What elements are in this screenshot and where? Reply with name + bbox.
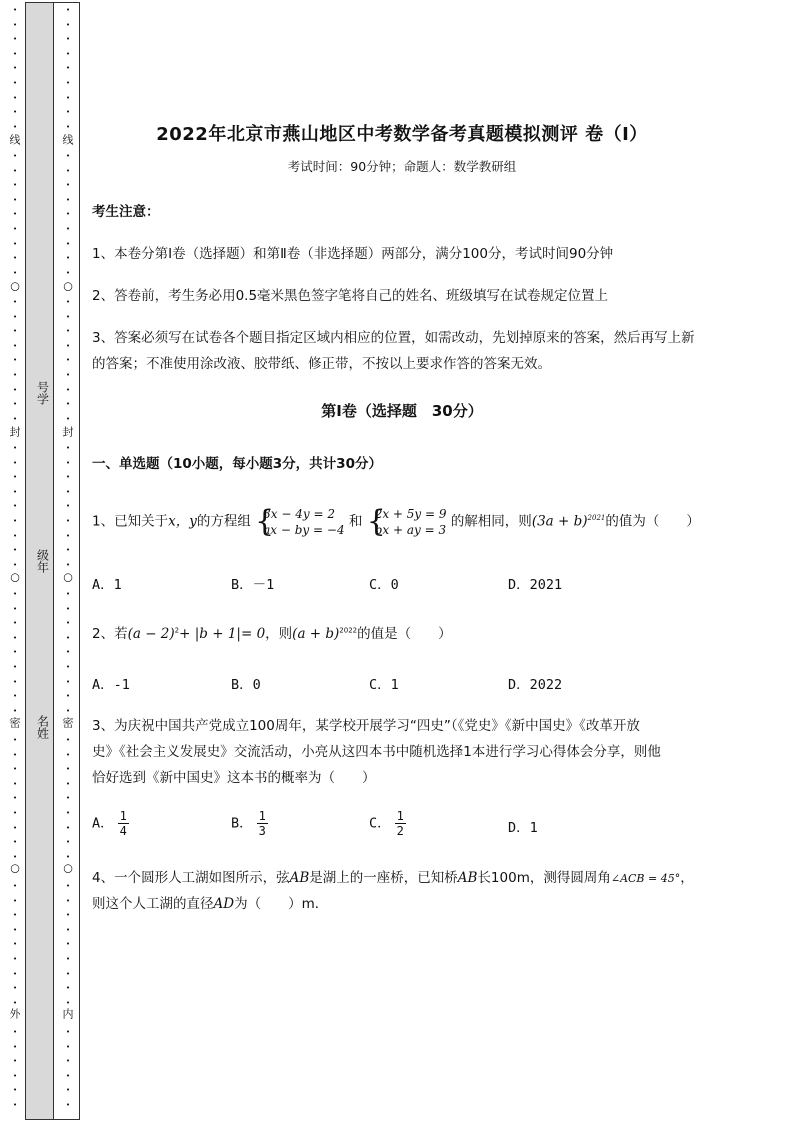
binding-dot: · [13, 645, 17, 659]
binding-dot: · [13, 587, 17, 601]
exam-page [82, 0, 794, 1123]
q3-option-d: D．1 [508, 820, 538, 836]
q3-option-c-label: C． [369, 815, 391, 832]
binding-dot: · [13, 1040, 17, 1054]
binding-dot: · [13, 207, 17, 221]
binding-dot: · [66, 558, 70, 572]
binding-dot: · [66, 266, 70, 280]
binding-dot: · [66, 105, 70, 119]
binding-dot: · [66, 368, 70, 382]
binding-dot: · [13, 762, 17, 776]
binding-dot: · [66, 207, 70, 221]
binding-dot: · [13, 178, 17, 192]
q1-text: 的方程组 [196, 513, 251, 530]
q1-option-a: A．1 [92, 577, 122, 593]
notice-heading: 考生注意： [92, 204, 160, 220]
notice-item-3: 3、答案必须写在试卷各个题目指定区域内相应的位置，如需改动，先划掉原来的答案，然后再写上新 [92, 330, 695, 346]
binding-dot: · [13, 529, 17, 543]
page-title: 2022年北京市燕山地区中考数学备考真题模拟测评 卷（Ⅰ） [156, 124, 648, 145]
binding-dot: · [66, 689, 70, 703]
binding-dot: · [66, 251, 70, 265]
q2-expr-1: (a − 2) [127, 626, 175, 642]
binding-dot: · [66, 850, 70, 864]
q4-ab-2: AB [457, 870, 478, 886]
binding-dot: · [66, 383, 70, 397]
q4-text-a: 4、一个圆形人工湖如图所示，弦 [92, 870, 290, 886]
binding-dot: · [66, 18, 70, 32]
binding-dot: · [66, 529, 70, 543]
binding-dot: · [13, 952, 17, 966]
binding-dot: · [13, 149, 17, 163]
binding-marker: ○ [63, 279, 73, 293]
binding-dot: · [13, 704, 17, 718]
binding-dot: · [13, 368, 17, 382]
binding-dot: · [13, 1098, 17, 1112]
fraction-numerator: 1 [119, 809, 127, 823]
binding-dot: · [66, 412, 70, 426]
binding-dot: · [13, 456, 17, 470]
binding-dot: · [13, 237, 17, 251]
binding-dot: · [13, 105, 17, 119]
binding-dot: · [66, 32, 70, 46]
binding-marker: 封 [9, 425, 21, 439]
q1-sys1-eq2: ax − by = −4 [263, 522, 345, 537]
binding-dot: · [66, 587, 70, 601]
binding-dot: · [13, 76, 17, 90]
binding-marker: 线 [9, 133, 21, 147]
binding-dot: · [66, 441, 70, 455]
fraction-numerator: 1 [258, 809, 266, 823]
binding-dot: · [13, 777, 17, 791]
q1-option-c: C．0 [369, 577, 399, 593]
binding-dot: · [66, 470, 70, 484]
binding-dot: · [13, 689, 17, 703]
q1-option-b: B．－1 [231, 577, 275, 593]
binding-dot: · [66, 397, 70, 411]
binding-dot: · [13, 91, 17, 105]
binding-dot: · [13, 543, 17, 557]
q1-exponent: 2021 [587, 514, 606, 522]
binding-marker: ○ [63, 570, 73, 584]
fraction-denominator: 3 [258, 824, 266, 838]
question-3-line-3: 恰好选到《新中国史》这本书的概率为（ ） [92, 770, 376, 786]
q3-option-a [92, 809, 129, 838]
q2-prefix: 2、若 [92, 626, 128, 642]
binding-dot: · [13, 616, 17, 630]
binding-dot: · [66, 339, 70, 353]
binding-dot: · [13, 32, 17, 46]
q1-sys1-eq1: 3x − 4y = 2 [263, 506, 335, 521]
q1-vars: x，y [168, 513, 197, 530]
binding-dot: · [13, 806, 17, 820]
question-4-line-1 [92, 866, 694, 886]
notice-item-1: 1、本卷分第I卷（选择题）和第Ⅱ卷（非选择题）两部分，满分100分，考试时间90分钟 [92, 246, 614, 262]
binding-marker: ○ [63, 861, 73, 875]
binding-dot: · [13, 879, 17, 893]
binding-marker: 线 [62, 133, 74, 147]
binding-dot: · [13, 675, 17, 689]
binding-dot: · [13, 996, 17, 1010]
binding-dot: · [13, 266, 17, 280]
q1-system-2: { 2x + 5y = 9 bx + ay = 3 [366, 503, 447, 539]
binding-dot: · [66, 894, 70, 908]
q3-option-c-fraction [395, 809, 406, 838]
binding-dot: · [13, 1083, 17, 1097]
q1-prefix: 1、已知关于 [92, 513, 169, 530]
q1-text-2: 的解相同，则 [450, 513, 532, 530]
binding-marker: ○ [10, 570, 20, 584]
binding-dot: · [66, 91, 70, 105]
part-title: 一、单选题（10小题，每小题3分，共计30分） [92, 456, 382, 472]
q4-text-e: 则这个人工湖的直径 [92, 896, 214, 912]
question-1 [92, 500, 700, 540]
binding-dot: · [13, 937, 17, 951]
binding-dot: · [66, 178, 70, 192]
binding-dot: · [13, 412, 17, 426]
q2-option-a: A．-1 [92, 677, 130, 693]
binding-dot: · [13, 791, 17, 805]
q1-and: 和 [348, 513, 363, 530]
binding-dot: · [66, 777, 70, 791]
binding-dot: · [66, 222, 70, 236]
q2-option-c: C．1 [369, 677, 399, 693]
binding-dot: · [66, 499, 70, 513]
binding-dot: · [13, 47, 17, 61]
q2-option-b: B．0 [231, 677, 261, 693]
binding-dot: · [66, 835, 70, 849]
section-title: 第I卷（选择题 30分） [321, 402, 483, 420]
binding-marker: 外 [9, 1007, 21, 1021]
q2-option-d: D．2022 [508, 677, 563, 693]
q2-exp-2: 2022 [339, 626, 358, 635]
binding-dot: · [13, 120, 17, 134]
binding-dot: · [66, 164, 70, 178]
binding-dot: · [13, 295, 17, 309]
binding-marker: ○ [10, 279, 20, 293]
binding-dot: · [13, 850, 17, 864]
binding-dot: · [66, 996, 70, 1010]
binding-dot: · [66, 353, 70, 367]
q2-suffix: 的值是（ ） [357, 626, 452, 642]
binding-dot: · [13, 1054, 17, 1068]
binding-dot: · [13, 558, 17, 572]
binding-dot: · [13, 193, 17, 207]
binding-dot: · [13, 499, 17, 513]
binding-dot: · [66, 47, 70, 61]
q1-option-d: D．2021 [508, 577, 563, 593]
binding-dot: · [66, 762, 70, 776]
binding-dot: · [13, 908, 17, 922]
q2-exp-1: 2 [174, 626, 180, 635]
binding-dot: · [66, 324, 70, 338]
q3-option-a-label: A． [92, 815, 114, 832]
binding-dot: · [66, 543, 70, 557]
binding-dot: · [66, 310, 70, 324]
binding-dot: · [66, 485, 70, 499]
binding-dot: · [66, 733, 70, 747]
field-grade: 级年 [35, 549, 50, 573]
binding-dot: · [13, 894, 17, 908]
binding-dot: · [13, 1025, 17, 1039]
binding-dot: · [66, 704, 70, 718]
q4-angle: ∠ACB = 45° [610, 872, 681, 885]
binding-dot: · [13, 821, 17, 835]
q1-sys2-eq2: bx + ay = 3 [374, 522, 447, 537]
q3-option-b-fraction [257, 809, 268, 838]
binding-dot: · [13, 967, 17, 981]
field-student-number: 号学 [35, 381, 50, 405]
q4-ab-1: AB [289, 870, 310, 886]
binding-dot: · [66, 952, 70, 966]
question-3-line-1: 3、为庆祝中国共产党成立100周年，某学校开展学习“四史”（《党史》《新中国史》《改革开放 [92, 718, 640, 734]
binding-dot: · [13, 748, 17, 762]
binding-marker: ○ [10, 861, 20, 875]
binding-dot: · [13, 981, 17, 995]
binding-dot: · [66, 821, 70, 835]
binding-dot: · [13, 251, 17, 265]
q1-system-1: { 3x − 4y = 2 ax − by = −4 [255, 503, 345, 539]
binding-dot: · [66, 967, 70, 981]
binding-dot: · [66, 1083, 70, 1097]
binding-dot: · [66, 791, 70, 805]
binding-dot: · [13, 397, 17, 411]
q1-expression: (3a + b) [531, 513, 588, 530]
binding-dot: · [13, 164, 17, 178]
binding-marker: 内 [62, 1007, 74, 1021]
q4-ad: AD [213, 896, 235, 912]
binding-dot: · [13, 353, 17, 367]
q1-sys2-eq1: 2x + 5y = 9 [374, 506, 447, 521]
binding-dot: · [66, 1054, 70, 1068]
binding-dot: · [66, 806, 70, 820]
binding-dot: · [13, 602, 17, 616]
binding-dot: · [13, 470, 17, 484]
q4-text-f: 为（ ）m． [234, 896, 329, 912]
binding-dot: · [66, 120, 70, 134]
binding-dot: · [66, 660, 70, 674]
binding-dot: · [66, 1025, 70, 1039]
binding-marker: 密 [9, 716, 21, 730]
q3-option-c [369, 809, 406, 838]
binding-marker: 封 [62, 425, 74, 439]
q3-option-b [231, 809, 268, 838]
binding-dot: · [66, 748, 70, 762]
binding-dot: · [13, 1069, 17, 1083]
binding-dot: · [13, 61, 17, 75]
binding-dot: · [66, 76, 70, 90]
binding-dot: · [13, 222, 17, 236]
q4-text-c: 长100m，测得圆周角 [477, 870, 611, 886]
notice-item-2: 2、答卷前，考生务必用0.5毫米黑色签字笔将自己的姓名、班级填写在试卷规定位置上 [92, 288, 609, 304]
binding-dot: · [66, 295, 70, 309]
binding-dot: · [66, 631, 70, 645]
binding-dot: · [13, 3, 17, 17]
binding-dot: · [66, 456, 70, 470]
field-name: 名姓 [35, 715, 50, 739]
binding-dot: · [66, 1098, 70, 1112]
binding-dot: · [66, 193, 70, 207]
binding-dot: · [66, 981, 70, 995]
binding-dot: · [66, 937, 70, 951]
binding-dot: · [13, 514, 17, 528]
binding-dot: · [13, 383, 17, 397]
binding-dot: · [13, 733, 17, 747]
binding-strip [0, 0, 82, 1123]
binding-dot: · [13, 18, 17, 32]
binding-dot: · [66, 1069, 70, 1083]
fraction-denominator: 2 [396, 824, 404, 838]
binding-dot: · [13, 835, 17, 849]
binding-dot: · [66, 645, 70, 659]
question-2 [92, 622, 452, 642]
binding-dot: · [66, 61, 70, 75]
question-3-line-2: 史》《社会主义发展史》交流活动，小亮从这四本书中随机选择1本进行学习心得体会分享，则他 [92, 744, 661, 760]
binding-dot: · [13, 339, 17, 353]
q1-suffix: 的值为（ ） [605, 513, 700, 530]
binding-dot: · [13, 485, 17, 499]
q3-option-a-fraction [118, 809, 129, 838]
binding-dot: · [13, 660, 17, 674]
binding-dot: · [66, 616, 70, 630]
binding-dot: · [66, 602, 70, 616]
page-subtitle: 考试时间：90分钟；命题人：数学教研组 [287, 159, 517, 174]
binding-dot: · [66, 879, 70, 893]
binding-dot: · [13, 310, 17, 324]
binding-dot: · [66, 923, 70, 937]
binding-dot: · [66, 675, 70, 689]
binding-dot: · [13, 631, 17, 645]
binding-dot: · [66, 237, 70, 251]
q4-text-d: ， [680, 870, 694, 886]
fraction-numerator: 1 [396, 809, 404, 823]
binding-dot: · [13, 441, 17, 455]
q2-expr-2: + |b + 1|= 0 [179, 626, 266, 642]
q2-expr-3: (a + b) [292, 626, 340, 642]
q2-mid: ，则 [265, 626, 293, 642]
fraction-denominator: 4 [119, 824, 127, 838]
q3-option-b-label: B． [231, 815, 253, 832]
binding-dot: · [13, 923, 17, 937]
binding-dot: · [66, 149, 70, 163]
binding-dot: · [66, 3, 70, 17]
binding-dot: · [66, 1040, 70, 1054]
binding-dot: · [13, 324, 17, 338]
question-4-line-2 [92, 892, 328, 912]
binding-marker: 密 [62, 716, 74, 730]
notice-item-3-cont: 的答案；不准使用涂改液、胶带纸、修正带，不按以上要求作答的答案无效。 [92, 356, 551, 372]
q4-text-b: 是湖上的一座桥，已知桥 [309, 870, 458, 886]
binding-dot: · [66, 514, 70, 528]
binding-dot: · [66, 908, 70, 922]
